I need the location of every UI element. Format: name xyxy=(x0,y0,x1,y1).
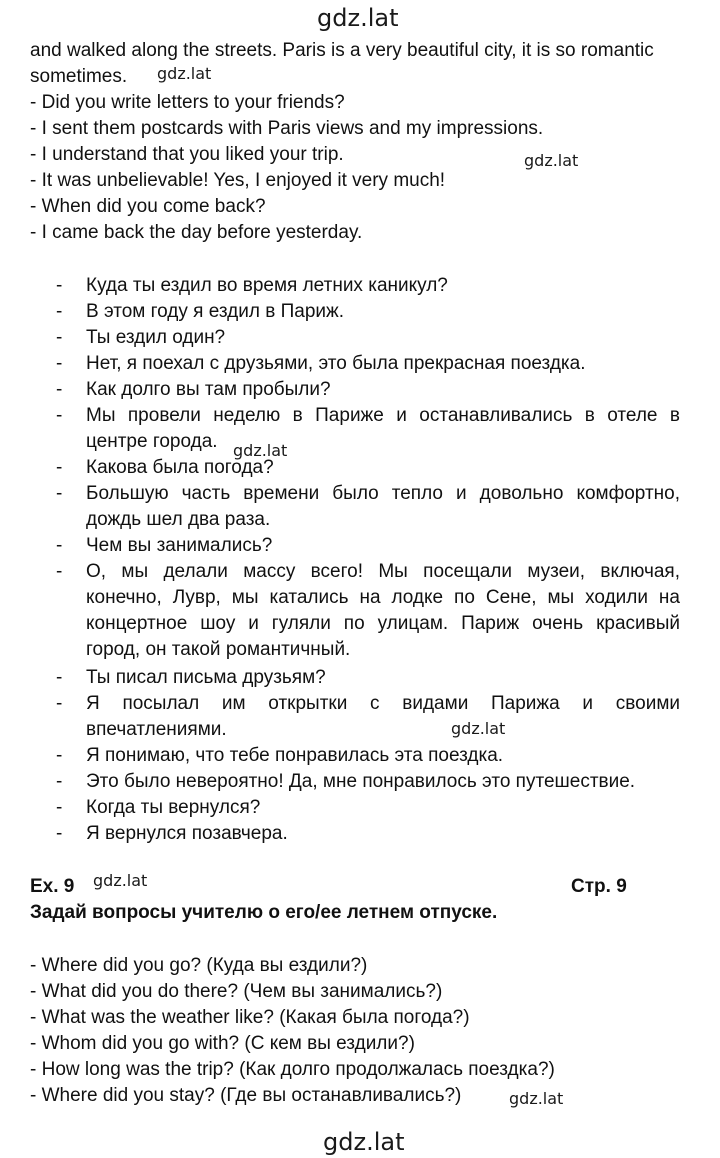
english-line: - I came back the day before yesterday. xyxy=(30,222,363,243)
russian-line: город, он такой романтичный. xyxy=(86,639,351,660)
list-dash: - xyxy=(56,771,63,792)
question-line: - How long was the trip? (Как долго продолжалась поездка?) xyxy=(30,1059,555,1080)
list-dash: - xyxy=(56,535,63,556)
russian-line: центре города. xyxy=(86,431,218,452)
english-line: - I sent them postcards with Paris views and my impressions. xyxy=(30,118,544,139)
russian-line: Мы провели неделю в Париже и останавливались в отеле в xyxy=(86,405,680,426)
exercise-task: Задай вопросы учителю о его/ее летнем отпуске. xyxy=(30,902,498,923)
question-line: - Whom did you go with? (С кем вы ездили?) xyxy=(30,1033,415,1054)
list-dash: - xyxy=(56,483,63,504)
watermark-top: gdz.lat xyxy=(317,4,399,32)
watermark-bottom: gdz.lat xyxy=(323,1128,405,1156)
russian-line: впечатлениями. xyxy=(86,719,227,740)
list-dash: - xyxy=(56,693,63,714)
list-dash: - xyxy=(56,275,63,296)
list-dash: - xyxy=(56,301,63,322)
list-dash: - xyxy=(56,405,63,426)
russian-line: Я понимаю, что тебе понравилась эта поездка. xyxy=(86,745,504,766)
list-dash: - xyxy=(56,561,63,582)
russian-line: Когда ты вернулся? xyxy=(86,797,261,818)
russian-line: В этом году я ездил в Париж. xyxy=(86,301,344,322)
russian-line: Большую часть времени было тепло и довольно комфортно, xyxy=(86,483,680,504)
list-dash: - xyxy=(56,353,63,374)
russian-line: Ты писал письма друзьям? xyxy=(86,667,326,688)
russian-line: О, мы делали массу всего! Мы посещали музеи, включая, xyxy=(86,561,680,582)
watermark: gdz.lat xyxy=(509,1089,564,1108)
question-line: - Where did you go? (Куда вы ездили?) xyxy=(30,955,368,976)
page-number: Стр. 9 xyxy=(571,876,627,897)
list-dash: - xyxy=(56,327,63,348)
russian-line: Как долго вы там пробыли? xyxy=(86,379,331,400)
russian-line: Ты ездил один? xyxy=(86,327,226,348)
list-dash: - xyxy=(56,667,63,688)
russian-line: дождь шел два раза. xyxy=(86,509,271,530)
question-line: - Where did you stay? (Где вы останавливались?) xyxy=(30,1085,462,1106)
exercise-number: Ex. 9 xyxy=(30,876,75,897)
question-line: - What did you do there? (Чем вы занимались?) xyxy=(30,981,443,1002)
list-dash: - xyxy=(56,797,63,818)
russian-line: конечно, Лувр, мы катались на лодке по Сене, мы ходили на xyxy=(86,587,680,608)
watermark: gdz.lat xyxy=(524,151,579,170)
russian-line: Чем вы занимались? xyxy=(86,535,273,556)
english-line: - It was unbelievable! Yes, I enjoyed it very much! xyxy=(30,170,446,191)
english-line: and walked along the streets. Paris is a very beautiful city, it is so romantic xyxy=(30,40,654,61)
russian-line: Нет, я поехал с друзьями, это была прекрасная поездка. xyxy=(86,353,586,374)
russian-line: Я посылал им открытки с видами Парижа и своими xyxy=(86,693,680,714)
russian-line: Это было невероятно! Да, мне понравилось это путешествие. xyxy=(86,771,636,792)
question-line: - What was the weather like? (Какая была погода?) xyxy=(30,1007,470,1028)
watermark: gdz.lat xyxy=(451,719,506,738)
russian-line: Какова была погода? xyxy=(86,457,274,478)
list-dash: - xyxy=(56,457,63,478)
watermark: gdz.lat xyxy=(93,871,148,890)
russian-line: концертное шоу и гуляли по улицам. Париж очень красивый xyxy=(86,613,680,634)
list-dash: - xyxy=(56,823,63,844)
watermark: gdz.lat xyxy=(233,441,288,460)
russian-line: Я вернулся позавчера. xyxy=(86,823,288,844)
english-line: - When did you come back? xyxy=(30,196,266,217)
english-line: sometimes. xyxy=(30,66,128,87)
watermark: gdz.lat xyxy=(157,64,212,83)
english-line: - I understand that you liked your trip. xyxy=(30,144,344,165)
list-dash: - xyxy=(56,379,63,400)
russian-line: Куда ты ездил во время летних каникул? xyxy=(86,275,448,296)
english-line: - Did you write letters to your friends? xyxy=(30,92,345,113)
list-dash: - xyxy=(56,745,63,766)
